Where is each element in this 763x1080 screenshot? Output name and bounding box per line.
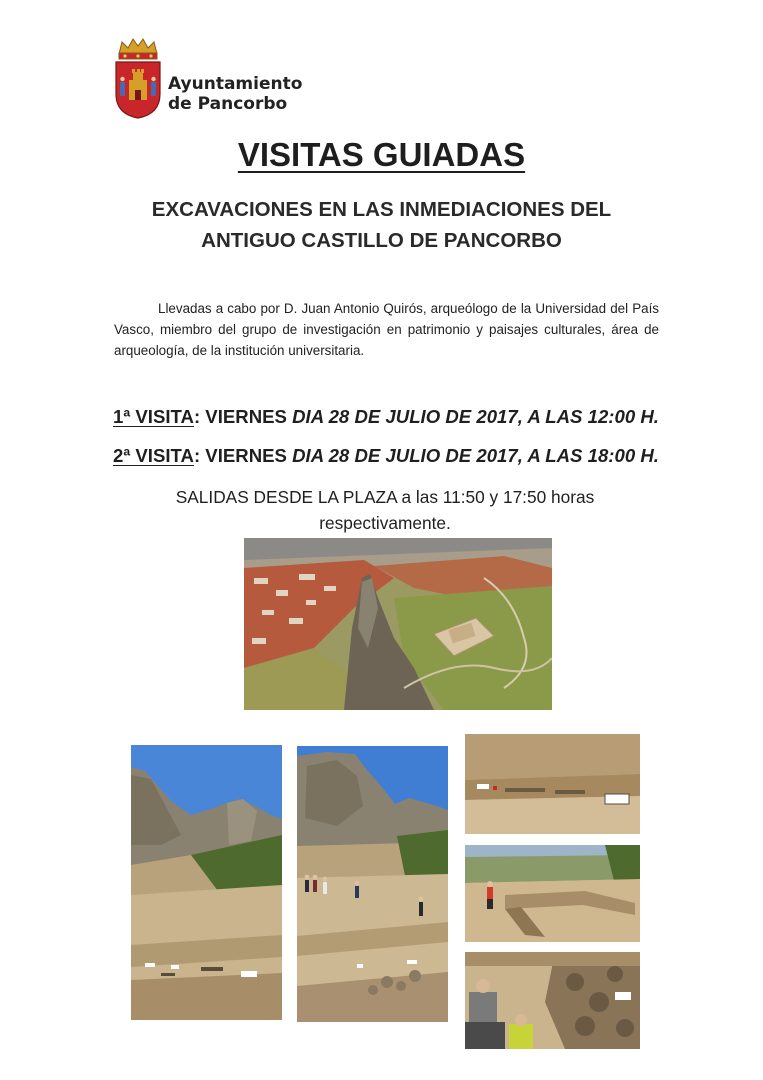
excavation-photo-5 — [465, 952, 640, 1049]
visit-1-detail: DIA 28 DE JULIO DE 2017, A LAS 12:00 H. — [292, 406, 659, 427]
visit-2-detail: DIA 28 DE JULIO DE 2017, A LAS 18:00 H. — [292, 445, 659, 466]
excavation-photo-2 — [297, 746, 448, 1022]
description-paragraph: Llevadas a cabo por D. Juan Antonio Quirós, arqueólogo de la Universidad del País Vasco, miembro del grupo de investigación en patrimonio y paisajes culturales, área de arqueología, de la institución universitaria. — [114, 301, 659, 358]
org-name-line1: Ayuntamiento — [168, 74, 303, 94]
coat-of-arms-icon — [113, 36, 163, 120]
visit-2-day: : VIERNES — [193, 445, 293, 466]
visit-1-day: : VIERNES — [193, 406, 293, 427]
excavation-photo-4 — [465, 845, 640, 942]
visit-1 — [113, 406, 659, 428]
visit-2-label: 2ª VISITA — [113, 445, 194, 466]
departure-info: SALIDAS DESDE LA PLAZA a las 11:50 y 17:50 horas respectivamente. — [175, 487, 595, 533]
visit-2 — [113, 445, 659, 467]
subtitle-line2: ANTIGUO CASTILLO DE PANCORBO — [201, 229, 562, 252]
subtitle-line1: EXCAVACIONES EN LAS INMEDIACIONES DEL — [151, 198, 612, 221]
visit-1-label: 1ª VISITA — [113, 406, 194, 427]
excavation-photo-1 — [131, 745, 282, 1020]
excavation-photo-3 — [465, 734, 640, 834]
page-title-text: VISITAS GUIADAS — [237, 136, 526, 173]
page-title — [0, 136, 763, 174]
org-name-line2: de Pancorbo — [168, 94, 288, 114]
aerial-photo — [244, 538, 552, 710]
